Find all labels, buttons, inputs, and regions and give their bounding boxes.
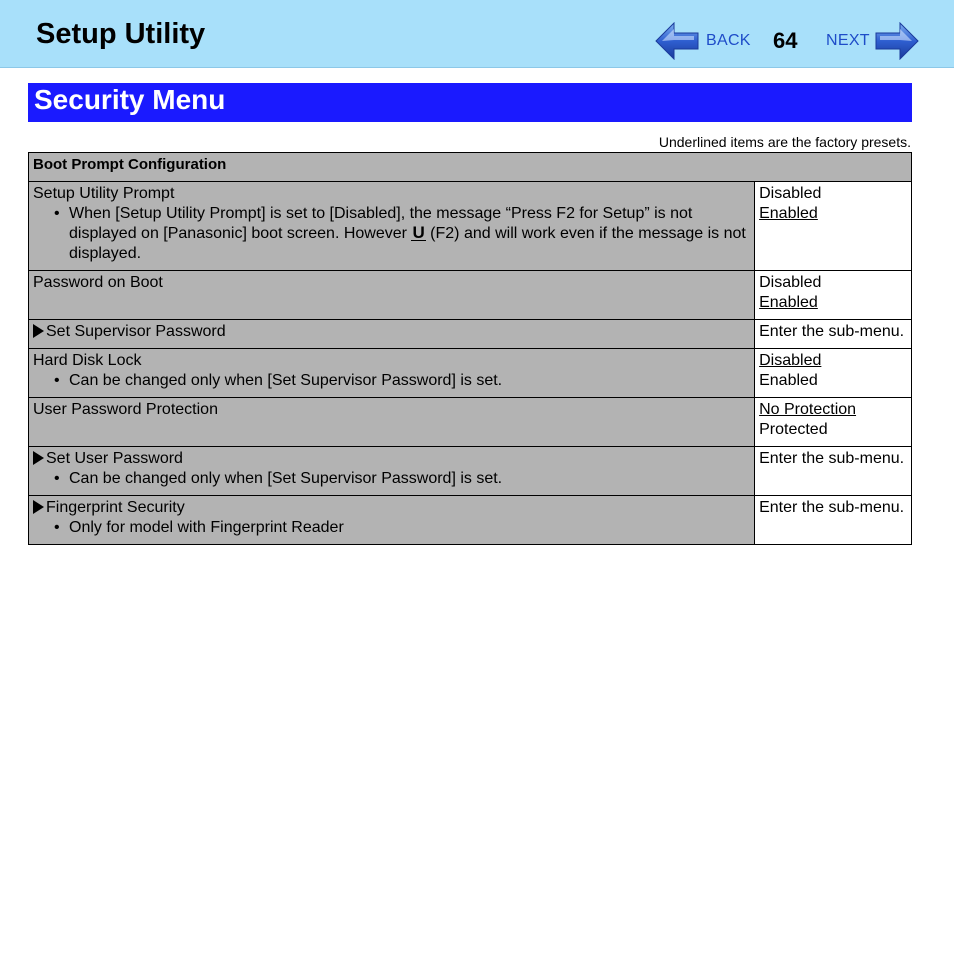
item-label: Password on Boot — [33, 274, 163, 291]
submenu-triangle-icon — [33, 324, 44, 338]
item-cell — [29, 320, 755, 349]
note-text: (F2) and will work even if the message is not displayed. — [69, 225, 746, 262]
option: Enabled — [759, 372, 818, 389]
submenu-value: Enter the sub-menu. — [759, 323, 905, 340]
back-arrow-icon[interactable] — [654, 22, 700, 60]
option: Disabled — [759, 274, 822, 291]
option-default: Enabled — [759, 205, 818, 222]
option-default: No Protection — [759, 401, 857, 418]
option-default: Enabled — [759, 294, 818, 311]
group-header: Boot Prompt Configuration — [29, 153, 912, 182]
value-cell — [755, 398, 912, 447]
note-text: When [Setup Utility Prompt] is set to [Disabled], the message “Press F2 for Setup” is not displayed on [Panasonic] boot screen. However — [69, 205, 693, 242]
value-cell — [755, 320, 912, 349]
item-cell — [29, 271, 755, 320]
value-cell — [755, 182, 912, 271]
next-link[interactable]: NEXT — [826, 32, 870, 49]
item-cell — [29, 447, 755, 496]
page-header — [0, 0, 954, 68]
item-note: • Can be changed only when [Set Supervisor Password] is set. — [33, 469, 750, 489]
table-row — [29, 182, 912, 271]
table-row — [29, 496, 912, 545]
item-cell — [29, 349, 755, 398]
header-title: Setup Utility — [36, 18, 206, 50]
next-arrow-icon[interactable] — [874, 22, 920, 60]
section-bar — [28, 83, 912, 122]
item-cell — [29, 496, 755, 545]
table-row — [29, 271, 912, 320]
item-note: • Can be changed only when [Set Supervisor Password] is set. — [33, 371, 750, 391]
table-row — [29, 349, 912, 398]
item-label: Setup Utility Prompt — [33, 185, 175, 202]
item-cell — [29, 398, 755, 447]
item-cell — [29, 182, 755, 271]
factory-presets-note: Underlined items are the factory presets. — [658, 134, 911, 150]
item-label: Hard Disk Lock — [33, 352, 142, 369]
security-menu-table — [28, 152, 912, 545]
table-row — [29, 398, 912, 447]
value-cell — [755, 496, 912, 545]
page-number: 64 — [773, 28, 798, 53]
item-label: Set Supervisor Password — [46, 323, 226, 340]
item-label: User Password Protection — [33, 401, 218, 418]
option-default: Disabled — [759, 352, 822, 369]
item-label: Fingerprint Security — [46, 499, 185, 516]
submenu-triangle-icon — [33, 500, 44, 514]
table-row — [29, 320, 912, 349]
submenu-triangle-icon — [33, 451, 44, 465]
option: Disabled — [759, 185, 822, 202]
value-cell — [755, 271, 912, 320]
group-header-row — [29, 153, 912, 182]
item-note: • Only for model with Fingerprint Reader — [33, 518, 750, 538]
section-title: Security Menu — [34, 84, 226, 115]
submenu-value: Enter the sub-menu. — [759, 450, 905, 467]
value-cell — [755, 349, 912, 398]
submenu-value: Enter the sub-menu. — [759, 499, 905, 516]
fn-key-icon: U — [412, 223, 425, 242]
value-cell — [755, 447, 912, 496]
item-label: Set User Password — [46, 450, 183, 467]
option: Protected — [759, 421, 828, 438]
back-link[interactable]: BACK — [706, 32, 751, 49]
table-row — [29, 447, 912, 496]
item-note — [33, 204, 750, 264]
